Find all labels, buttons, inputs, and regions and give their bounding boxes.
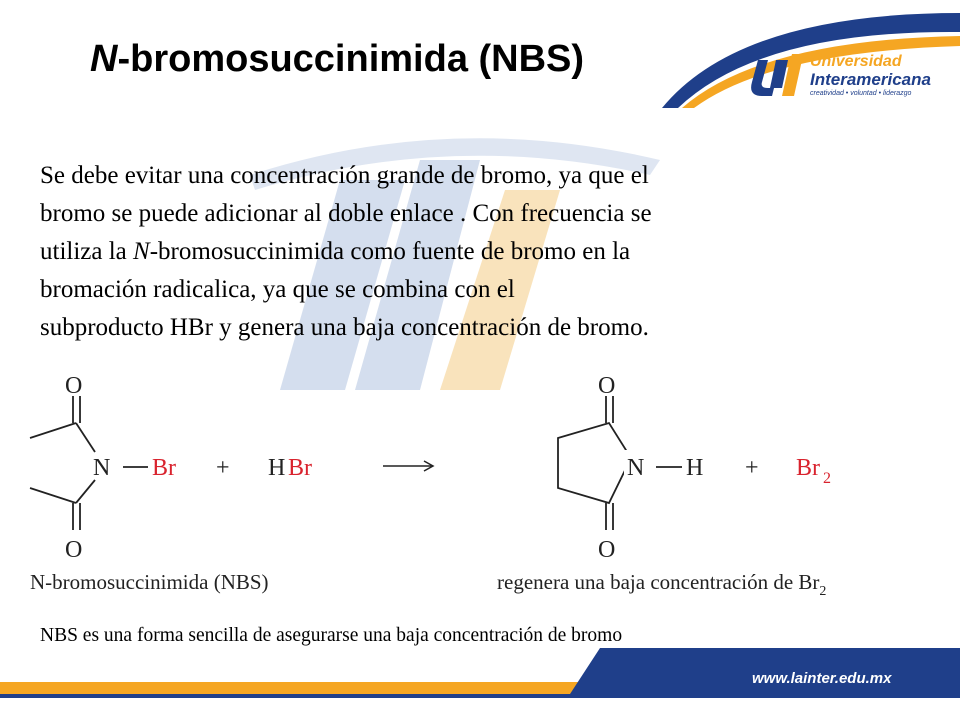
logo-tagline: creatividad • voluntad • liderazgo (810, 90, 912, 97)
footnote-text: NBS es una forma sencilla de asegurarse una baja concentración de bromo (40, 625, 623, 646)
svg-text:O: O (65, 537, 83, 563)
svg-text:H: H (268, 455, 286, 481)
reaction-arrow (383, 461, 433, 471)
logo-text-universidad: Universidad (810, 53, 902, 70)
svg-text:Br: Br (288, 455, 312, 481)
plus-sign: + (216, 455, 230, 481)
body-line: subproducto HBr y genera una baja concentración de bromo. (40, 314, 649, 341)
svg-text:H: H (686, 455, 704, 481)
nbs-structure (30, 373, 176, 563)
svg-text:O: O (65, 373, 83, 399)
product-caption: regenera una baja concentración de $Br_2$ (497, 570, 827, 599)
body-line: bromo se puede adicionar al doble enlace . Con frecuencia se (40, 200, 652, 227)
body-line: Se debe evitar una concentración grande de bromo, ya que el (40, 162, 649, 189)
svg-text:Br: Br (152, 455, 176, 481)
logo-text-interamericana: Interamericana (810, 70, 931, 89)
br2-molecule (796, 455, 831, 487)
svg-text:O: O (598, 373, 616, 399)
body-line: utiliza la N-bromosuccinimida como fuente de bromo en la (40, 238, 631, 265)
university-logo (660, 8, 960, 108)
svg-text:O: O (598, 537, 616, 563)
body-paragraph (40, 157, 920, 347)
reaction-scheme (0, 360, 960, 570)
nbs-caption: N-bromosuccinimida (NBS) (30, 570, 269, 594)
svg-text:Br: Br (796, 455, 820, 481)
page-title: N-bromosuccinimida (NBS) (90, 38, 585, 80)
hbr-molecule (268, 455, 312, 481)
svg-text:N: N (93, 455, 111, 481)
body-line: bromación radicalica, ya que se combina con el (40, 276, 515, 303)
plus-sign: + (745, 455, 759, 481)
succinimide-structure (558, 373, 703, 563)
website-link[interactable]: www.lainter.edu.mx (752, 670, 892, 687)
svg-text:2: 2 (823, 470, 831, 487)
svg-text:N: N (627, 455, 645, 481)
